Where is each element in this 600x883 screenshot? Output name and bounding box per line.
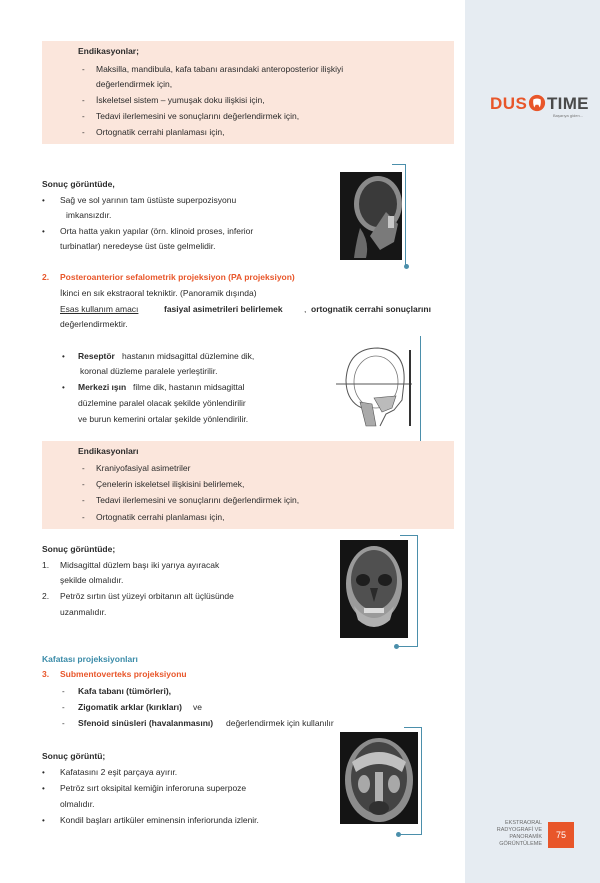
positioning-bullet: • [62,383,65,392]
image-bracket-line [400,834,422,835]
box2-bullet: - [82,480,85,489]
result3-line: Petröz sırt oksipital kemiğin inferoruna superpoze [60,783,247,793]
section3-item2-bold: Zigomatik arklar (kırıkları) [78,702,182,712]
result2-text: Petröz sırtın üst yüzeyi orbitanın alt üçlüsünde [60,591,234,601]
box2-bullet: - [82,496,85,505]
result1-line: turbinatlar) neredeyse üst üste gelmelidir. [60,241,216,251]
result1-line: imkansızdır. [66,210,112,220]
section3-item3-rest: değerlendirmek için kullanılır [226,718,334,728]
section3-item3-bold: Sfenoid sinüsleri (havalanmasını) [78,718,214,728]
brand-tagline: Başarıya giden... [553,113,584,118]
section3-title: Submentoverteks projeksiyonu [60,669,187,679]
box2-heading: Endikasyonları [78,446,139,456]
section3-item1: Kafa tabanı (tümörleri), [78,686,172,696]
brand-time: TIME [547,94,589,113]
brand-dus: DUS [490,94,528,113]
footer-section-title: EKSTRAORAL RADYOGRAFİ VE PANORAMİK GÖRÜNTÜLEME [496,820,542,847]
lateral-ceph-xray-image [340,172,402,260]
box2-item: Ortognatik cerrahi planlaması için, [96,512,225,522]
section2-number: 2. [42,272,50,282]
result2-cont: şekilde olmalıdır. [60,575,124,585]
beam-line3: ve burun kemerini ortalar şekilde yönlendirilir. [78,414,249,424]
bracket-dot [404,264,409,269]
sidebar [465,0,600,883]
result2-num: 2. [42,591,50,601]
page-number: 75 [548,822,574,848]
box1-bullet: - [82,112,85,121]
result3-bullet: • [42,784,45,793]
result2-heading: Sonuç görüntüde; [42,544,116,554]
section3-bullet: - [62,719,65,728]
box1-item: değerlendirmek için, [96,79,173,89]
section3-number: 3. [42,669,50,679]
result3-line: Kafatasını 2 eşit parçaya ayırır. [60,767,178,777]
result2-text: Midsagittal düzlem başı iki yarıya ayıracak [60,560,220,570]
section3-group-title: Kafatası projeksiyonları [42,654,138,664]
result2-num: 1. [42,560,50,570]
box1-bullet: - [82,96,85,105]
section2-purpose-line2: değerlendirmektir. [60,319,128,329]
section2-title: Posteroanterior sefalometrik projeksiyon (PA projeksiyon) [60,272,295,282]
section3-bullet: - [62,687,65,696]
section3-bullet: - [62,703,65,712]
box1-item: Tedavi ilerlemesini ve sonuçlarını değerlendirmek için, [96,111,300,121]
box2-item: Tedavi ilerlemesini ve sonuçlarını değerlendirmek için, [96,495,300,505]
box2-bullet: - [82,513,85,522]
section2-purpose-prefix: Esas kullanım amacı [60,304,139,314]
submentovertex-xray-image [340,732,418,824]
beam-line2: düzlemine paralel olacak şekilde yönlendirilir [78,398,246,408]
receptor-line2: koronal düzleme paralele yerleştirilir. [80,366,218,376]
result1-bullet: • [42,227,45,236]
beam-label: Merkezi ışın [78,382,127,392]
box1-bullet: - [82,65,85,74]
result3-bullet: • [42,816,45,825]
result1-line: Orta hatta yakın yapılar (örn. klinoid proses, inferior [60,226,254,236]
section2-purpose-bold2: ortognatik cerrahi sonuçlarını [311,304,431,314]
image-bracket-line [404,727,422,728]
box1-item: Ortognatik cerrahi planlaması için, [96,127,225,137]
result3-heading: Sonuç görüntü; [42,751,106,761]
beam-text: filme dik, hastanın midsagittal [133,382,245,392]
section2-line1: İkinci en sık ekstraoral tekniktir. (Panoramik dışında) [60,288,257,298]
receptor-text: hastanın midsagittal düzlemine dik, [122,351,255,361]
pa-positioning-diagram [336,340,414,430]
result1-heading: Sonuç görüntüde, [42,179,115,189]
result1-line: Sağ ve sol yarının tam üstüste superpozisyonu [60,195,237,205]
result3-line: olmalıdır. [60,799,95,809]
result1-bullet: • [42,196,45,205]
brand-logo [490,92,590,122]
image-bracket-line [398,646,418,647]
box2-bullet: - [82,464,85,473]
pa-xray-image [340,540,408,638]
box2-item: Kraniyofasiyal asimetriler [96,463,191,473]
bracket-dot [394,644,399,649]
box1-item: İskeletsel sistem – yumuşak doku ilişkisi için, [96,95,265,105]
box1-heading: Endikasyonlar; [78,46,139,56]
section2-purpose-bold1: fasiyal asimetrileri belirlemek [164,304,283,314]
image-bracket-line [400,535,418,536]
section3-item2-rest: ve [193,702,202,712]
box1-item: Maksilla, mandibula, kafa tabanı arasındaki anteroposterior ilişkiyi [96,64,344,74]
result2-cont: uzanmalıdır. [60,607,107,617]
box2-item: Çenelerin iskeletsel ilişkisini belirlemek, [96,479,245,489]
result3-line: Kondil başları artiküler eminensin inferiorunda izlenir. [60,815,259,825]
tooth-icon [528,94,546,112]
box1-bullet: - [82,128,85,137]
receptor-label: Reseptör [78,351,115,361]
positioning-bullet: • [62,352,65,361]
result3-bullet: • [42,768,45,777]
